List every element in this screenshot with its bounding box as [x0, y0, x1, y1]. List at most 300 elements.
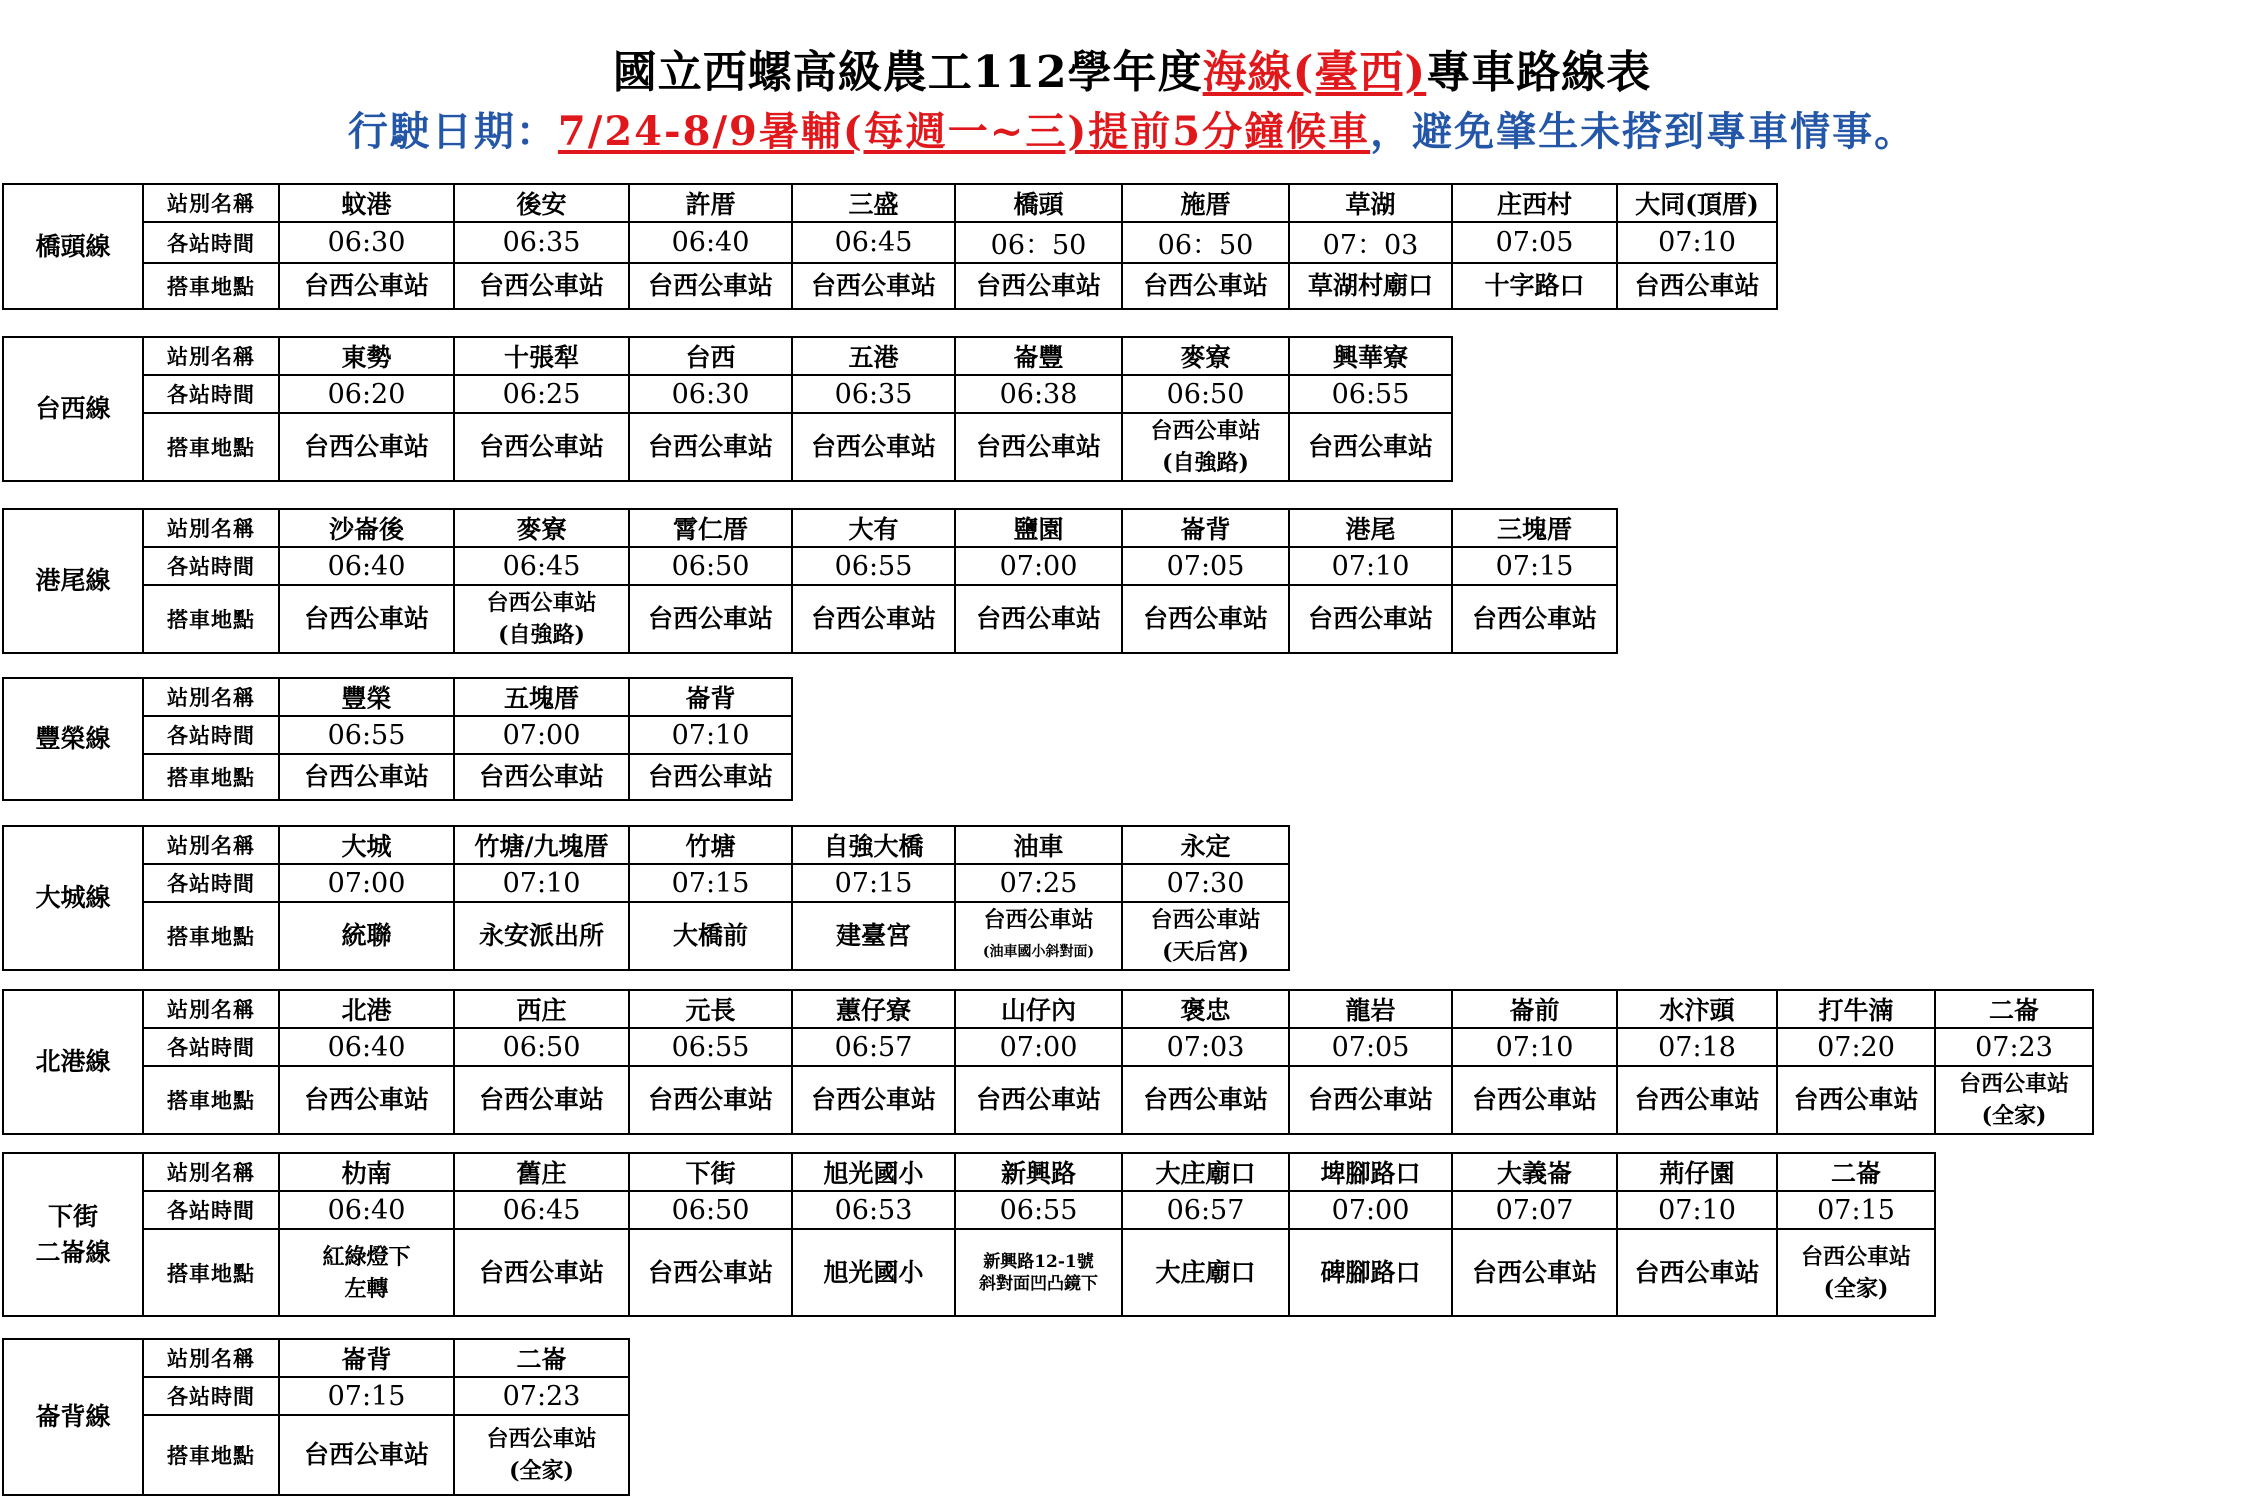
boarding-place-text: 台西公車站	[303, 432, 429, 461]
station-time-text: 07:10	[1495, 1031, 1574, 1063]
station-time	[1452, 547, 1617, 585]
station-time-text: 06:55	[327, 719, 406, 751]
station-time	[279, 222, 454, 263]
station-name	[1122, 184, 1289, 222]
station-time	[792, 864, 955, 902]
station-name-text: 油車	[1013, 832, 1064, 861]
station-name-text: 蚊港	[341, 190, 392, 219]
station-name-text: 新興路	[1000, 1159, 1076, 1188]
station-name	[792, 990, 955, 1028]
station-name-text: 沙崙後	[328, 515, 404, 544]
station-time-text: 06:53	[834, 1194, 913, 1226]
station-name-text: 舊庄	[516, 1159, 567, 1188]
boarding-place	[279, 413, 454, 481]
station-time-text: 07:10	[671, 719, 750, 751]
station-time	[955, 864, 1122, 902]
station-time-text: 06:57	[1166, 1194, 1245, 1226]
station-name	[1289, 1153, 1452, 1191]
station-time	[1122, 222, 1289, 263]
place-row	[3, 902, 1289, 970]
boarding-place	[1122, 585, 1289, 653]
station-time-text: 07:10	[1658, 1194, 1736, 1226]
boarding-place-text: 台西公車站	[478, 1085, 604, 1114]
station-name-text: 大城	[341, 832, 392, 861]
route-table	[2, 508, 1618, 654]
boarding-place	[629, 1066, 792, 1134]
station-time	[1289, 222, 1452, 263]
place-label	[143, 1415, 279, 1495]
station-time-text: 07:05	[1166, 550, 1245, 582]
station-time	[454, 547, 629, 585]
station-name	[955, 184, 1122, 222]
station-name-text: 二崙	[516, 1345, 567, 1374]
station-name-text: 蕙仔寮	[835, 996, 911, 1025]
boarding-place	[1617, 1066, 1777, 1134]
station-name	[1289, 990, 1452, 1028]
boarding-place-text: 台西公車站	[1634, 1085, 1760, 1114]
station-name	[454, 184, 629, 222]
boarding-place-text: 台西公車站	[303, 271, 429, 300]
boarding-place	[1617, 263, 1777, 309]
station-time-text: 06:50	[502, 1031, 581, 1063]
station-name-text: 二崙	[1988, 996, 2039, 1025]
boarding-place	[279, 1229, 454, 1316]
time-label-text: 各站時間	[167, 1198, 255, 1223]
title-suffix: 專車路線表	[1426, 47, 1652, 98]
time-label-text: 各站時間	[167, 1384, 255, 1409]
boarding-place	[629, 754, 792, 800]
boarding-place-text: 碑腳路口	[1320, 1257, 1421, 1287]
station-row	[3, 184, 1777, 222]
time-label	[143, 1028, 279, 1066]
boarding-place	[792, 1229, 955, 1316]
station-time-text: 07:15	[671, 867, 750, 899]
boarding-place	[1452, 585, 1617, 653]
station-time	[955, 1191, 1122, 1229]
page-title	[0, 36, 2264, 100]
boarding-place	[955, 263, 1122, 309]
station-label	[143, 509, 279, 547]
station-name	[279, 337, 454, 375]
boarding-place-text: 旭光國小	[823, 1257, 924, 1287]
boarding-place-text: 台西公車站	[1471, 1085, 1597, 1114]
station-time-text: 06:57	[834, 1031, 913, 1063]
route-name-text-2: 二崙線	[35, 1237, 111, 1267]
station-name	[792, 1153, 955, 1191]
place-label-text: 搭車地點	[167, 274, 255, 299]
station-name	[1617, 1153, 1777, 1191]
boarding-place-text: 台西公車站	[1307, 432, 1433, 461]
station-name-text: 施厝	[1180, 190, 1231, 219]
station-name	[279, 509, 454, 547]
station-name-text: 大庄廟口	[1155, 1159, 1256, 1188]
route-name-text: 台西線	[35, 394, 111, 423]
station-time	[1122, 864, 1289, 902]
place-label-text: 搭車地點	[167, 924, 255, 949]
boarding-place-note: (全家)	[1823, 1275, 1889, 1302]
route-table	[2, 825, 1290, 971]
place-label	[143, 1066, 279, 1134]
route-name	[3, 678, 143, 800]
station-name	[279, 1153, 454, 1191]
boarding-place	[1289, 585, 1452, 653]
boarding-place-text: 台西公車站	[486, 590, 597, 616]
boarding-place	[1289, 1229, 1452, 1316]
station-label-text: 站別名稱	[167, 191, 255, 216]
boarding-place-text: 台西公車站	[478, 271, 604, 300]
station-time-text: 07:00	[999, 1031, 1078, 1063]
station-time	[955, 375, 1122, 413]
station-time	[279, 716, 454, 754]
boarding-place-text: 台西公車站	[983, 907, 1094, 933]
boarding-place-text: 建臺宮	[835, 921, 911, 950]
station-name	[629, 509, 792, 547]
time-label	[143, 716, 279, 754]
station-label-text: 站別名稱	[167, 1160, 255, 1185]
station-name	[955, 337, 1122, 375]
station-time-text: 07:18	[1658, 1031, 1736, 1063]
place-label-text: 搭車地點	[167, 1088, 255, 1113]
station-time-text: 06:30	[671, 378, 750, 410]
station-time	[792, 1028, 955, 1066]
boarding-place-text: 台西公車站	[1142, 271, 1268, 300]
station-time	[1617, 222, 1777, 263]
station-name-text: 豐榮	[341, 684, 392, 713]
place-row	[3, 1229, 1935, 1316]
station-name	[1777, 1153, 1935, 1191]
station-name-text: 西庄	[516, 996, 567, 1025]
station-name	[629, 678, 792, 716]
route-table	[2, 677, 793, 801]
station-name	[792, 826, 955, 864]
station-time	[454, 1191, 629, 1229]
station-time-text: 06:50	[1166, 378, 1245, 410]
route-table	[2, 1152, 1936, 1317]
boarding-place	[1122, 413, 1289, 481]
boarding-place-text: 台西公車站	[1958, 1071, 2069, 1097]
station-time-text: 06:45	[502, 550, 581, 582]
station-name-text: 崙背	[1180, 515, 1231, 544]
station-name-text: 大義崙	[1496, 1159, 1572, 1188]
time-label	[143, 547, 279, 585]
station-time-text: 07:10	[502, 867, 581, 899]
station-label-text: 站別名稱	[167, 1346, 255, 1371]
boarding-place-note: (全家)	[1981, 1103, 2047, 1129]
boarding-place-text: 台西公車站	[486, 1426, 597, 1452]
boarding-place	[629, 263, 792, 309]
station-name-text: 二崙	[1830, 1159, 1881, 1188]
station-time-text: 07:23	[1975, 1031, 2053, 1063]
boarding-place	[792, 263, 955, 309]
place-label	[143, 585, 279, 653]
time-label-text: 各站時間	[167, 554, 255, 579]
station-name	[454, 1153, 629, 1191]
station-name-text: 草湖	[1345, 190, 1396, 219]
station-name-text: 崙豐	[1013, 343, 1064, 372]
station-time	[792, 547, 955, 585]
boarding-place	[454, 754, 629, 800]
boarding-place-text: 台西公車站	[1471, 604, 1597, 633]
station-time	[792, 1191, 955, 1229]
station-time	[792, 222, 955, 263]
boarding-place	[1289, 1066, 1452, 1134]
route-name	[3, 990, 143, 1134]
station-time-text: 06:45	[502, 1194, 581, 1226]
station-name	[279, 990, 454, 1028]
time-row	[3, 547, 1617, 585]
station-name	[279, 184, 454, 222]
boarding-place-text: 台西公車站	[1471, 1257, 1597, 1287]
station-name	[955, 1153, 1122, 1191]
station-label	[143, 990, 279, 1028]
station-name	[629, 1153, 792, 1191]
boarding-place-text: 紅綠燈下	[322, 1243, 411, 1270]
boarding-place	[279, 585, 454, 653]
station-name	[1289, 509, 1452, 547]
station-name-text: 五港	[848, 343, 899, 372]
boarding-place	[454, 413, 629, 481]
station-label	[143, 1153, 279, 1191]
route-name	[3, 184, 143, 309]
station-name-text: 旭光國小	[823, 1159, 924, 1188]
station-name	[1452, 509, 1617, 547]
station-name-text: 崙背	[341, 1345, 392, 1374]
station-name	[792, 184, 955, 222]
time-row	[3, 1028, 2093, 1066]
boarding-place-text: 台西公車站	[810, 1085, 936, 1114]
boarding-place	[955, 585, 1122, 653]
station-name	[279, 826, 454, 864]
time-row	[3, 222, 1777, 263]
boarding-place-text: 台西公車站	[1307, 1085, 1433, 1114]
station-name-text: 北港	[341, 996, 392, 1025]
time-label-text: 各站時間	[167, 230, 255, 256]
station-row	[3, 678, 792, 716]
boarding-place-text: 台西公車站	[1150, 418, 1261, 444]
boarding-place	[1289, 263, 1452, 309]
route-table	[2, 336, 1453, 482]
boarding-place	[454, 902, 629, 970]
station-time	[1452, 1191, 1617, 1229]
station-time	[1777, 1028, 1935, 1066]
boarding-place-text: 台西公車站	[975, 271, 1101, 300]
station-name-text: 大同(頂厝)	[1635, 190, 1759, 219]
time-label	[143, 1191, 279, 1229]
station-time	[1289, 1191, 1452, 1229]
boarding-place	[955, 1066, 1122, 1134]
route-name-text: 豐榮線	[35, 724, 111, 753]
boarding-place	[1122, 902, 1289, 970]
station-name	[1122, 509, 1289, 547]
station-time	[454, 1377, 629, 1415]
station-time-text: 06:55	[1331, 378, 1410, 410]
route-table	[2, 183, 1778, 310]
station-name	[1122, 990, 1289, 1028]
station-time	[454, 375, 629, 413]
station-time-text: 06:55	[834, 550, 913, 582]
time-label-text: 各站時間	[167, 1035, 255, 1060]
station-label	[143, 337, 279, 375]
place-label-text: 搭車地點	[167, 1260, 255, 1286]
station-name-text: 麥寮	[516, 515, 567, 544]
station-time	[1289, 547, 1452, 585]
station-time	[1452, 222, 1617, 263]
station-time	[454, 864, 629, 902]
boarding-place-note: (自強路)	[498, 622, 585, 648]
subtitle-highlight: 7/24-8/9暑輔(每週一~三)提前5分鐘候車	[557, 108, 1371, 155]
station-row	[3, 1339, 629, 1377]
boarding-place-text: 台西公車站	[647, 432, 773, 461]
station-name	[1935, 990, 2093, 1028]
boarding-place-text: 台西公車站	[647, 1257, 773, 1287]
route-name	[3, 1153, 143, 1316]
station-time	[454, 222, 629, 263]
boarding-place-note: (全家)	[509, 1458, 574, 1484]
station-time-text: 07:30	[1166, 867, 1245, 899]
station-label-text: 站別名稱	[167, 685, 255, 710]
boarding-place-text: 台西公車站	[478, 1257, 604, 1287]
boarding-place-text: 台西公車站	[975, 604, 1101, 633]
station-time	[1617, 1191, 1777, 1229]
station-time	[629, 222, 792, 263]
boarding-place-text: 統聯	[341, 921, 392, 950]
boarding-place	[1935, 1066, 2093, 1134]
station-time-text: 06:45	[834, 227, 913, 258]
boarding-place	[454, 585, 629, 653]
station-name-text: 崙前	[1509, 996, 1560, 1025]
page-subtitle	[0, 100, 2264, 157]
station-time	[1777, 1191, 1935, 1229]
boarding-place-text: 台西公車站	[647, 271, 773, 300]
station-time-text: 06:50	[671, 1194, 750, 1226]
time-label-text: 各站時間	[167, 723, 255, 748]
station-time-text: 06:30	[327, 227, 406, 258]
station-name	[629, 990, 792, 1028]
boarding-place-text: 台西公車站	[1800, 1243, 1911, 1270]
station-time-text: 06:35	[834, 378, 913, 410]
station-time	[1122, 375, 1289, 413]
station-name	[279, 1339, 454, 1377]
boarding-place	[792, 902, 955, 970]
station-name	[454, 1339, 629, 1377]
station-row	[3, 1153, 1935, 1191]
station-name	[1122, 1153, 1289, 1191]
station-name	[454, 678, 629, 716]
route-name-text: 崙背線	[35, 1402, 111, 1431]
station-name-text: 元長	[685, 996, 736, 1025]
station-name-text: 竹塘	[685, 832, 736, 861]
boarding-place-text: 台西公車站	[647, 762, 773, 791]
place-label	[143, 263, 279, 309]
subtitle-prefix: 行駛日期：	[347, 108, 558, 155]
station-time	[629, 864, 792, 902]
station-time-text: 07：03	[1322, 230, 1419, 261]
boarding-place	[279, 263, 454, 309]
boarding-place-text: 永安派出所	[478, 921, 604, 950]
station-time	[454, 716, 629, 754]
station-time	[629, 375, 792, 413]
station-name-text: 大有	[848, 515, 899, 544]
station-name-text: 台西	[685, 343, 736, 372]
boarding-place	[955, 902, 1122, 970]
boarding-place-note: 斜對面凹凸鏡下	[979, 1273, 1098, 1294]
station-name	[454, 826, 629, 864]
station-time-text: 06：50	[990, 230, 1087, 261]
boarding-place-text: 草湖村廟口	[1307, 271, 1433, 300]
station-time	[1122, 1028, 1289, 1066]
boarding-place-text: 台西公車站	[303, 762, 429, 791]
station-name	[955, 509, 1122, 547]
place-label	[143, 413, 279, 481]
boarding-place	[279, 902, 454, 970]
station-label-text: 站別名稱	[167, 833, 255, 858]
boarding-place	[1452, 1229, 1617, 1316]
station-time	[1122, 547, 1289, 585]
boarding-place-text: 新興路12-1號	[983, 1251, 1094, 1272]
time-label	[143, 864, 279, 902]
station-time-text: 06:55	[671, 1031, 750, 1063]
time-label-text: 各站時間	[167, 382, 255, 407]
boarding-place	[1289, 413, 1452, 481]
boarding-place-text: 台西公車站	[975, 1085, 1101, 1114]
station-time-text: 07:00	[502, 719, 581, 751]
station-time	[279, 1191, 454, 1229]
station-time-text: 06:25	[502, 378, 581, 410]
station-time-text: 07:00	[327, 867, 406, 899]
station-time	[792, 375, 955, 413]
station-name-text: 橋頭	[1013, 190, 1064, 219]
station-name-text: 麥寮	[1180, 343, 1231, 372]
station-name-text: 崙背	[685, 684, 736, 713]
station-time	[279, 375, 454, 413]
station-name-text: 三塊厝	[1496, 515, 1572, 544]
station-time	[454, 1028, 629, 1066]
station-time-text: 07:23	[502, 1380, 581, 1412]
boarding-place-text: 台西公車站	[810, 604, 936, 633]
station-time	[955, 222, 1122, 263]
place-label	[143, 754, 279, 800]
boarding-place	[629, 413, 792, 481]
time-row	[3, 1191, 1935, 1229]
time-label	[143, 375, 279, 413]
station-name	[454, 509, 629, 547]
boarding-place-text: 台西公車站	[478, 432, 604, 461]
station-time	[279, 547, 454, 585]
station-name	[1289, 337, 1452, 375]
station-name	[629, 337, 792, 375]
time-label-text: 各站時間	[167, 871, 255, 896]
station-name	[1122, 826, 1289, 864]
boarding-place-note: (自強路)	[1162, 450, 1249, 476]
station-time-text: 07:05	[1331, 1031, 1410, 1063]
station-name	[1452, 184, 1617, 222]
boarding-place	[1777, 1066, 1935, 1134]
station-time-text: 06:50	[671, 550, 750, 582]
place-row	[3, 585, 1617, 653]
station-time-text: 07:05	[1495, 227, 1574, 258]
station-time-text: 07:10	[1331, 550, 1410, 582]
station-time-text: 06:20	[327, 378, 406, 410]
station-name	[1617, 990, 1777, 1028]
title-highlight: 海線(臺西)	[1202, 47, 1427, 98]
boarding-place-text: 台西公車站	[647, 1085, 773, 1114]
boarding-place	[792, 413, 955, 481]
station-time-text: 06:55	[999, 1194, 1078, 1226]
station-time-text: 06:35	[502, 227, 581, 258]
route-table	[2, 1338, 630, 1496]
boarding-place-text: 十字路口	[1484, 271, 1585, 300]
station-label	[143, 184, 279, 222]
